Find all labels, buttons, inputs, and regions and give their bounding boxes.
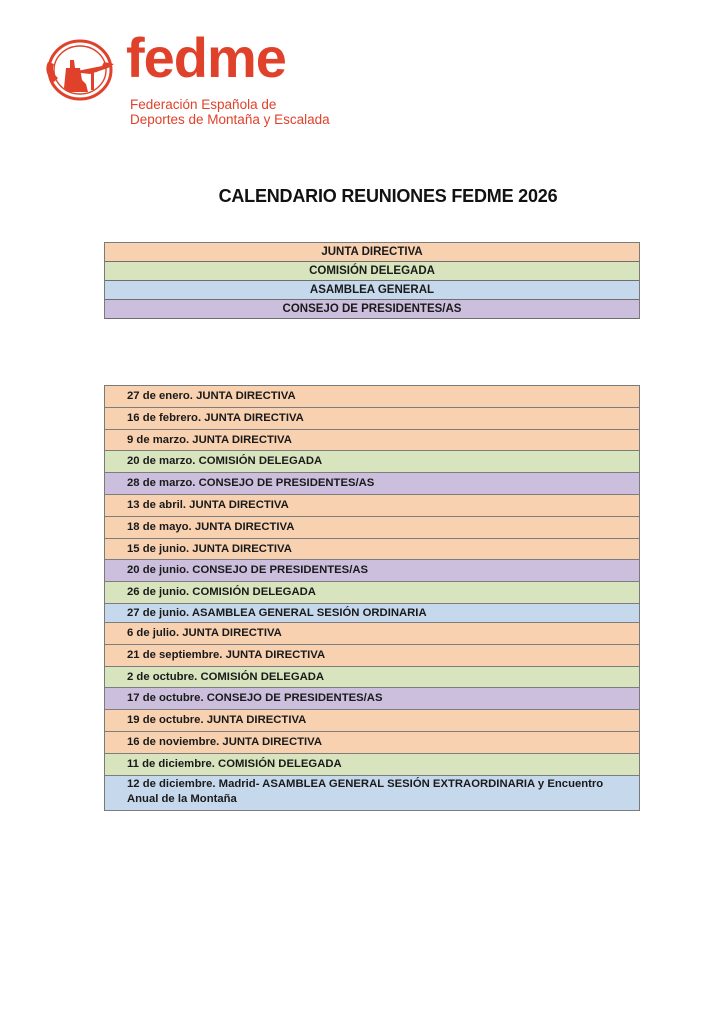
table-row: 18 de mayo. JUNTA DIRECTIVA xyxy=(105,517,639,539)
table-row: 20 de marzo. COMISIÓN DELEGADA xyxy=(105,451,639,473)
subtitle-line-1: Federación Española de xyxy=(130,97,277,112)
table-row: 28 de marzo. CONSEJO DE PRESIDENTES/AS xyxy=(105,473,639,495)
table-row: 19 de octubre. JUNTA DIRECTIVA xyxy=(105,710,639,732)
subtitle-line-2: Deportes de Montaña y Escalada xyxy=(130,112,330,127)
table-row: 27 de junio. ASAMBLEA GENERAL SESIÓN ORDINARIA xyxy=(105,604,639,623)
page-title: CALENDARIO REUNIONES FEDME 2026 xyxy=(218,186,558,206)
meetings-table xyxy=(104,385,640,811)
table-row: 20 de junio. CONSEJO DE PRESIDENTES/AS xyxy=(105,560,639,582)
table-row: 16 de febrero. JUNTA DIRECTIVA xyxy=(105,408,639,430)
table-row: 6 de julio. JUNTA DIRECTIVA xyxy=(105,623,639,645)
legend-consejo-presidentes: CONSEJO DE PRESIDENTES/AS xyxy=(105,300,639,319)
table-row: 13 de abril. JUNTA DIRECTIVA xyxy=(105,495,639,517)
legend-table xyxy=(104,242,640,319)
table-row: 26 de junio. COMISIÓN DELEGADA xyxy=(105,582,639,604)
table-row: 15 de junio. JUNTA DIRECTIVA xyxy=(105,539,639,561)
table-row: 12 de diciembre. Madrid- ASAMBLEA GENERAL SESIÓN EXTRAORDINARIA y Encuentro Anual de la Montaña xyxy=(105,776,639,811)
table-row: 27 de enero. JUNTA DIRECTIVA xyxy=(105,386,639,408)
table-row: 9 de marzo. JUNTA DIRECTIVA xyxy=(105,430,639,452)
table-row: 11 de diciembre. COMISIÓN DELEGADA xyxy=(105,754,639,776)
fedme-wordmark: fedme xyxy=(126,26,286,89)
fedme-mountain-emblem-icon xyxy=(44,38,118,102)
fedme-subtitle xyxy=(130,97,330,127)
legend-comision-delegada: COMISIÓN DELEGADA xyxy=(105,262,639,281)
table-row: 2 de octubre. COMISIÓN DELEGADA xyxy=(105,667,639,689)
fedme-logo xyxy=(44,26,334,128)
table-row: 21 de septiembre. JUNTA DIRECTIVA xyxy=(105,645,639,667)
legend-junta-directiva: JUNTA DIRECTIVA xyxy=(105,243,639,262)
table-row: 16 de noviembre. JUNTA DIRECTIVA xyxy=(105,732,639,754)
legend-asamblea-general: ASAMBLEA GENERAL xyxy=(105,281,639,300)
table-row: 17 de octubre. CONSEJO DE PRESIDENTES/AS xyxy=(105,688,639,710)
